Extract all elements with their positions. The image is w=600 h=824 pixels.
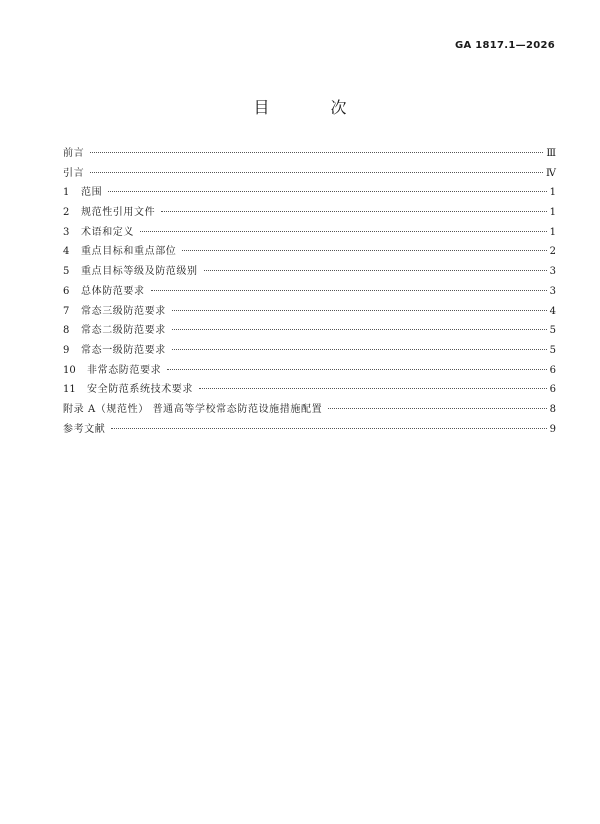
toc-entry-title: 规范性引用文件 bbox=[81, 207, 156, 219]
toc-dot-leader bbox=[90, 152, 543, 153]
toc-entry-number: 4 bbox=[63, 246, 70, 258]
toc-entry-label bbox=[63, 242, 176, 262]
toc-dot-leader bbox=[182, 250, 546, 251]
toc-entry-label bbox=[63, 380, 193, 400]
toc-entry-page: 1 bbox=[549, 226, 556, 238]
toc-entry[interactable] bbox=[63, 380, 556, 400]
toc-entry-page: 8 bbox=[549, 403, 556, 415]
toc-entry-page: 1 bbox=[549, 187, 556, 199]
toc-entry[interactable] bbox=[63, 242, 556, 262]
toc-entry-label bbox=[63, 144, 84, 164]
toc-entry[interactable] bbox=[63, 203, 556, 223]
toc-entry-page: 5 bbox=[549, 344, 556, 356]
toc-entry-title: 前言 bbox=[63, 148, 85, 159]
toc-entry-label bbox=[63, 223, 134, 243]
toc-entry[interactable] bbox=[63, 183, 556, 203]
toc-entry-title: 范围 bbox=[81, 187, 103, 199]
toc-entry-title: 重点目标和重点部位 bbox=[81, 246, 177, 258]
toc-entry-label bbox=[63, 282, 145, 302]
toc-entry[interactable] bbox=[63, 262, 556, 282]
toc-entry-page: Ⅲ bbox=[546, 148, 556, 159]
toc-entry-number: 11 bbox=[63, 384, 76, 396]
toc-entry-number: 5 bbox=[63, 266, 70, 278]
standard-number: GA 1817.1—2026 bbox=[454, 40, 555, 51]
toc-entry-title: 非常态防范要求 bbox=[87, 364, 162, 376]
toc-entry-page: 2 bbox=[549, 246, 556, 258]
toc-entry-number: 3 bbox=[63, 226, 70, 238]
toc-entry-page: 3 bbox=[549, 285, 556, 297]
toc-dot-leader bbox=[172, 329, 547, 330]
toc-entry-label bbox=[63, 400, 322, 420]
toc-entry[interactable] bbox=[63, 321, 556, 341]
toc-entry-page: 9 bbox=[549, 423, 556, 435]
toc-dot-leader bbox=[111, 428, 546, 429]
toc-entry-page: 5 bbox=[549, 325, 556, 337]
toc-entry-title: 常态三级防范要求 bbox=[81, 305, 166, 317]
toc-entry-number: 10 bbox=[63, 364, 76, 376]
toc-entry-label bbox=[63, 164, 84, 184]
toc-entry[interactable] bbox=[63, 302, 556, 322]
toc-dot-leader bbox=[161, 211, 546, 212]
toc-entry-title: 术语和定义 bbox=[81, 226, 134, 238]
toc-dot-leader bbox=[140, 231, 547, 232]
toc-entry-number: 6 bbox=[63, 285, 70, 297]
toc-entry[interactable] bbox=[63, 341, 556, 361]
toc-entry-page: 1 bbox=[549, 207, 556, 219]
toc-entry[interactable] bbox=[63, 420, 556, 440]
toc-entry[interactable] bbox=[63, 400, 556, 420]
toc-entry-label bbox=[63, 341, 166, 361]
toc-entry-page: Ⅳ bbox=[546, 167, 556, 179]
toc-entry-title: 常态二级防范要求 bbox=[81, 325, 166, 337]
toc-entry-number: 9 bbox=[63, 344, 70, 356]
toc-dot-leader bbox=[172, 349, 547, 350]
toc-dot-leader bbox=[172, 310, 547, 311]
toc-dot-leader bbox=[199, 388, 547, 389]
toc-dot-leader bbox=[90, 172, 543, 173]
toc-entry-title: 引言 bbox=[63, 167, 85, 179]
toc-entry-page: 6 bbox=[549, 384, 556, 396]
toc-entry-number: 8 bbox=[63, 325, 70, 337]
toc-dot-leader bbox=[151, 290, 547, 291]
toc-dot-leader bbox=[108, 191, 546, 192]
toc-entry-title: 参考文献 bbox=[63, 423, 106, 435]
toc-entry-label bbox=[63, 203, 155, 223]
page-title: 目 次 bbox=[253, 98, 375, 117]
toc-entry-title: 总体防范要求 bbox=[81, 285, 145, 297]
toc-entry-label bbox=[63, 183, 102, 203]
toc-entry-page: 4 bbox=[549, 305, 556, 317]
toc-entry-number: 7 bbox=[63, 305, 70, 317]
toc-entry-number: 2 bbox=[63, 207, 70, 219]
toc-entry-page: 3 bbox=[549, 266, 556, 278]
toc-entry-page: 6 bbox=[549, 364, 556, 376]
toc-entry-title: 常态一级防范要求 bbox=[81, 344, 166, 356]
toc-entry[interactable] bbox=[63, 144, 556, 164]
toc-entry[interactable] bbox=[63, 282, 556, 302]
toc-entry-label bbox=[63, 262, 198, 282]
toc-entry-title: 重点目标等级及防范级别 bbox=[81, 266, 198, 278]
toc-dot-leader bbox=[167, 369, 546, 370]
toc-entry[interactable] bbox=[63, 361, 556, 381]
toc-entry-title: 安全防范系统技术要求 bbox=[87, 384, 193, 396]
toc-entry-number: 1 bbox=[63, 187, 70, 199]
toc-dot-leader bbox=[328, 408, 546, 409]
toc-dot-leader bbox=[204, 270, 547, 271]
toc-entry-label bbox=[63, 321, 166, 341]
table-of-contents bbox=[63, 144, 556, 439]
toc-entry[interactable] bbox=[63, 164, 556, 184]
toc-entry-label bbox=[63, 420, 105, 440]
toc-entry-label bbox=[63, 361, 161, 381]
toc-entry[interactable] bbox=[63, 223, 556, 243]
toc-entry-title: 附录 A（规范性） 普通高等学校常态防范设施措施配置 bbox=[63, 403, 323, 415]
toc-entry-label bbox=[63, 302, 166, 322]
